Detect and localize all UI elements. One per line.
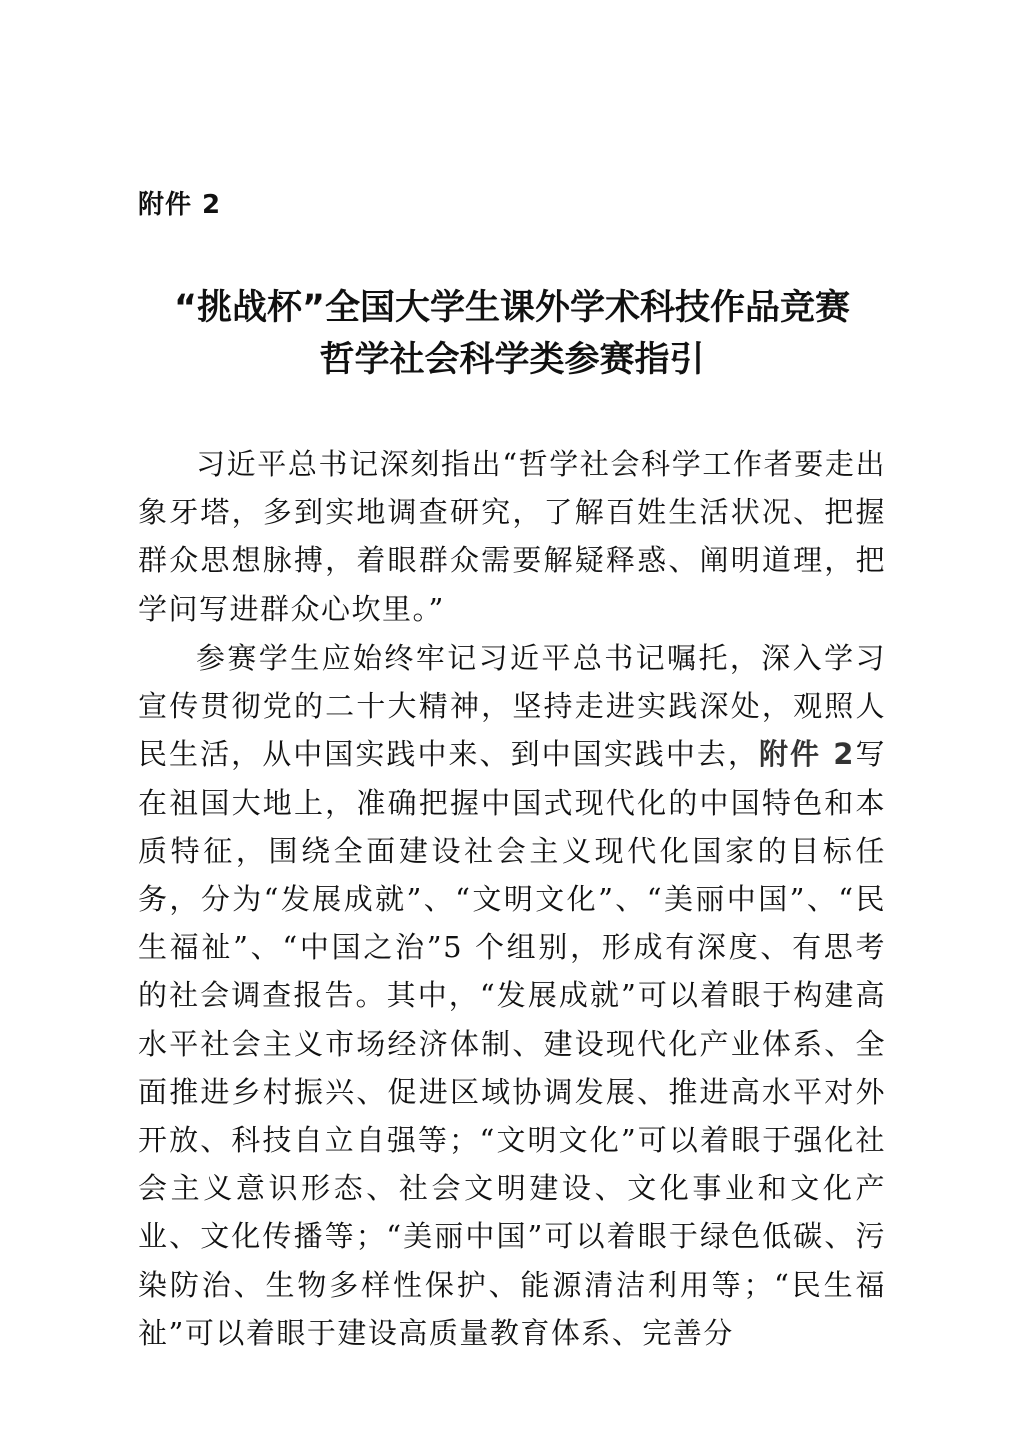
- overlay-attachment-stamp: 附件 2: [759, 737, 855, 772]
- document-title-line-1: “挑战杯”全国大学生课外学术科技作品竞赛: [173, 288, 850, 328]
- attachment-label: 附件 2: [138, 190, 222, 220]
- paragraph-guidelines: [138, 634, 886, 1357]
- document-title-line-2: 哲学社会科学类参赛指引: [319, 340, 705, 380]
- paragraph-quote: 习近平总书记深刻指出“哲学社会科学工作者要走出象牙塔，多到实地调查研究，了解百姓生活状况、把握群众思想脉搏，着眼群众需要解疑释惑、阐明道理，把学问写进群众心坎里。”: [138, 447, 886, 626]
- paragraph-guidelines-part-2: 写在祖国大地上，准确把握中国式现代化的中国特色和本质特征，围绕全面建设社会主义现代化国家的目标任务，分为“发展成就”、“文明文化”、“美丽中国”、“民生福祉”、“中国之治”5 个组别，形成有深度、有思考的社会调查报告。其中，“发展成就”可以着眼于构建高水平社会主义市场经济体制、建设现代化产业体系、全面推进乡村振兴、促进区域协调发展、推进高水平对外开放、科技自立自强等；“文明文化”可以着眼于强化社会主义意识形态、社会文明建设、文化事业和文化产业、文化传播等；“美丽中国”可以着眼于绿色低碳、污染防治、生物多样性保护、能源清洁利用等；“民生福祉”可以着眼于建设高质量教育体系、完善分: [138, 737, 886, 1350]
- paragraph-guidelines-part-1: 参赛学生应始终牢记习近平总书记嘱托，深入学习宣传贯彻党的二十大精神，坚持走进实践深处，观照人民生活，从中国实践中来、到中国实践中去，: [138, 641, 886, 772]
